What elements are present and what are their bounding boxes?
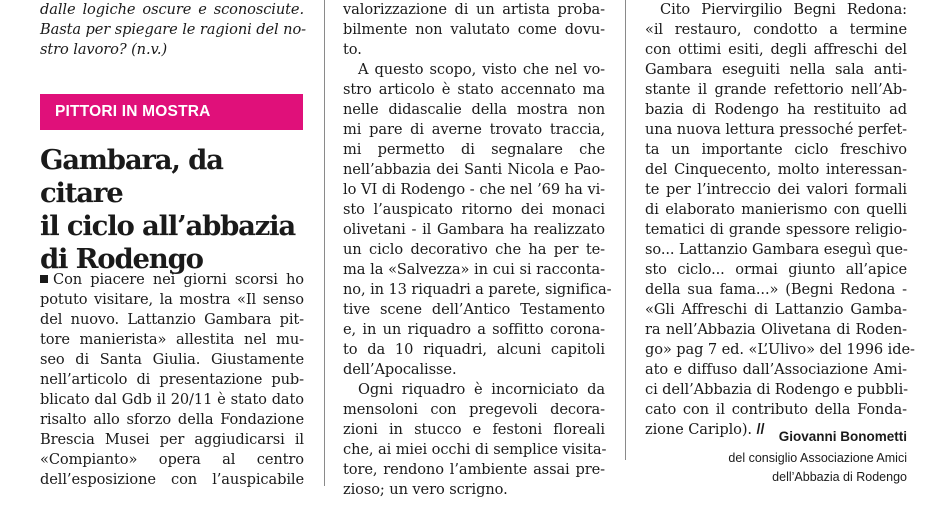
text-line: stro lavoro? (n.v.): [40, 41, 168, 58]
text-line: mensoloni con pregevoli decora-: [343, 401, 605, 418]
text-line: Ogni riquadro è incorniciato da: [358, 381, 605, 398]
article-body-column-3: [645, 0, 915, 440]
headline-line: Gambara, da citare: [40, 144, 223, 209]
column-divider-right: [625, 0, 626, 460]
headline-line: di Rodengo: [40, 243, 203, 275]
text-line: stro articolo è stato accennato ma: [343, 81, 605, 98]
text-line: olivetani - il Gambara ha realizzato: [343, 221, 605, 238]
paragraph: [645, 0, 915, 440]
text-line: della sua fama...» (Begni Redona -: [645, 281, 907, 298]
paragraph-bullet-icon: [40, 275, 48, 283]
text-line: valorizzazione di un artista proba-: [343, 1, 605, 18]
text-line: tematici di grande spessore religio-: [645, 221, 907, 238]
text-line: un ciclo decorativo che ha per te-: [343, 241, 605, 258]
text-line: dell’Apocalisse.: [343, 361, 457, 378]
text-line: mi permetto di segnalare che: [343, 141, 605, 158]
text-line: blicato dal Gdb il 20/11 è stato dato: [40, 391, 304, 408]
text-line: del nuovo. Lattanzio Gambara pit-: [40, 311, 304, 328]
text-line: Cito Piervirgilio Begni Redona:: [660, 1, 907, 18]
article-headline: [40, 144, 310, 276]
text-line: Basta per spiegare le ragioni del no-: [40, 21, 306, 38]
paragraph: [343, 0, 605, 60]
text-line: tore, rendono l’ambiente assai pre-: [343, 461, 605, 478]
text-line: stante il grande refettorio nell’Ab-: [645, 81, 907, 98]
text-line: del Cinquecento, molto interessan-: [645, 161, 907, 178]
text-line: sto l’auspicato ritorno dei monaci: [343, 201, 605, 218]
text-line: lo VI di Rodengo - che nel ’69 ha vi-: [343, 181, 605, 198]
text-line: bilmente non valutato come dovu-: [343, 21, 605, 38]
article-body-column-1: [40, 270, 304, 490]
text-line: ta un importante ciclo freschivo: [645, 141, 907, 158]
text-line: tore manierista» allestita nel mu-: [40, 331, 304, 348]
text-line: mi pare di averne trovato traccia,: [343, 121, 605, 138]
text-line: sto ciclo... ormai giunto all’apice: [645, 261, 907, 278]
text-line: dalle logiche oscure e sconosciute.: [40, 1, 304, 18]
text-line: con ottimi esiti, degli affreschi del: [645, 41, 907, 58]
text-line: no, in 13 riquadri a parete, significa-: [343, 281, 612, 298]
text-line: e, in un riquadro a soffitto corona-: [343, 321, 605, 338]
text-line: di elaborato manierismo con quelli: [645, 201, 907, 218]
text-line: ra nell’Abbazia Olivetana di Roden-: [645, 321, 907, 338]
text-line: to.: [343, 41, 362, 58]
text-line: dell’esposizione con l’auspicabile: [40, 471, 304, 488]
text-line: so... Lattanzio Gambara eseguì que-: [645, 241, 908, 258]
text-line: bazia di Rodengo ha restituito ad: [645, 101, 907, 118]
text-line: Brescia Musei per aggiudicarsi il: [40, 431, 304, 448]
text-line: ma la «Salvezza» in cui si racconta-: [343, 261, 605, 278]
section-tag: PITTORI IN MOSTRA: [40, 94, 303, 130]
text-line: to da 10 riquadri, alcuni capitoli: [343, 341, 605, 358]
text-line: nell’abbazia dei Santi Nicola e Pao-: [343, 161, 605, 178]
text-line: A questo scopo, visto che nel vo-: [358, 61, 605, 78]
text-line: ato e diffuso dall’Associazione Ami-: [645, 361, 907, 378]
text-line: nell’articolo di presentazione pub-: [40, 371, 304, 388]
text-line: una nuova lettura pressoché perfet-: [645, 121, 907, 138]
text-line: risalto allo sforzo della Fondazione: [40, 411, 304, 428]
affiliation-line: dell’Abbazia di Rodengo: [772, 470, 907, 484]
article-body-column-2: [343, 0, 612, 500]
paragraph: [343, 380, 605, 500]
text-line: «Compianto» opera al centro: [40, 451, 304, 468]
text-line: tive scene dell’Antico Testamento: [343, 301, 605, 318]
text-line: zione Cariplo). //: [645, 421, 765, 438]
text-line: go» pag 7 ed. «L’Ulivo» del 1996 ide-: [645, 341, 915, 358]
text-line: Con piacere nei giorni scorsi ho: [40, 270, 304, 290]
column-divider-left: [324, 0, 325, 486]
text-line: «il restauro, condotto a termine: [645, 21, 907, 38]
text-line: zioso; un vero scrigno.: [343, 481, 508, 498]
text-line: zioni in stucco e festoni floreali: [343, 421, 605, 438]
affiliation-line: del consiglio Associazione Amici: [728, 451, 907, 465]
text-line: Gambara eseguiti nella sala anti-: [645, 61, 907, 78]
author-name: Giovanni Bonometti: [778, 429, 907, 444]
text-line: potuto visitare, la mostra «Il senso: [40, 291, 304, 308]
end-of-article-mark: //: [756, 422, 765, 438]
text-line: cato con il contributo della Fonda-: [645, 401, 907, 418]
author-affiliation: [645, 449, 907, 487]
text-line: te per l’intreccio dei valori formali: [645, 181, 907, 198]
text-line: seo di Santa Giulia. Giustamente: [40, 351, 304, 368]
headline-line: il ciclo all’abbazia: [40, 210, 296, 242]
paragraph: [343, 60, 612, 380]
previous-article-ending: [40, 0, 304, 60]
text-line: che, ai miei occhi di semplice visita-: [343, 441, 607, 458]
text-line: nelle didascalie della mostra non: [343, 101, 605, 118]
text-line: «Gli Affreschi di Lattanzio Gamba-: [645, 301, 907, 318]
text-line: ci dell’Abbazia di Rodengo e pubbli-: [645, 381, 908, 398]
